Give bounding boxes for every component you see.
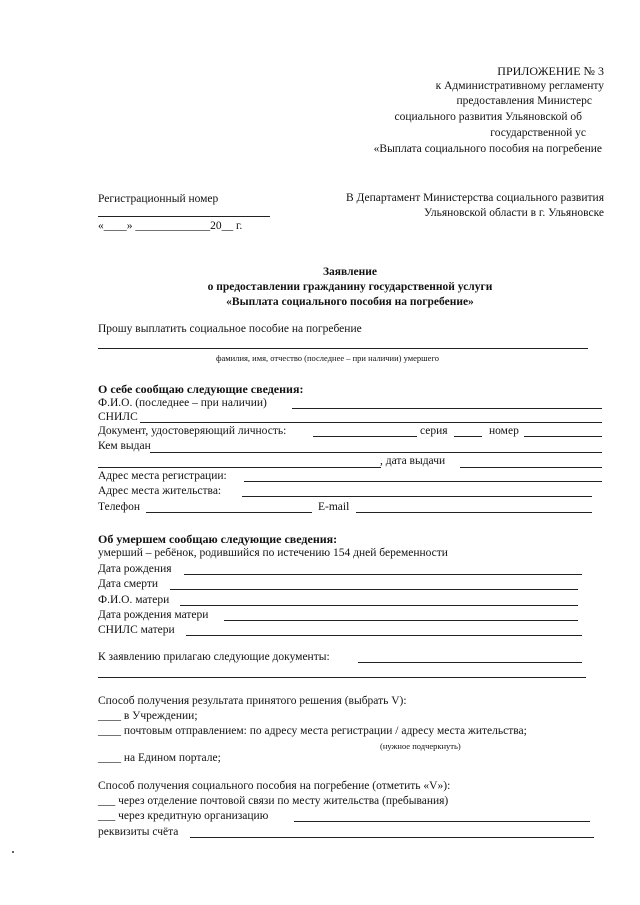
- appendix-line-3: социального развития Ульяновской об: [394, 111, 582, 123]
- addressee-line-2: Ульяновской области в г. Ульяновске: [424, 207, 604, 219]
- number-field[interactable]: [524, 436, 602, 437]
- attachments-field[interactable]: [358, 662, 582, 663]
- mother-snils-label: СНИЛС матери: [98, 624, 175, 636]
- attachments-field-2[interactable]: [98, 677, 586, 678]
- appendix-line-5: «Выплата социального пособия на погребение: [373, 143, 602, 155]
- scan-dot: [12, 851, 14, 853]
- series-label: серия: [420, 425, 448, 437]
- addressee-line-1: В Департамент Министерства социального развития: [345, 192, 604, 204]
- mother-snils-field[interactable]: [186, 635, 582, 636]
- result-method-title: Способ получения результата принятого решения (выбрать V):: [98, 695, 407, 707]
- mother-birth-field[interactable]: [224, 620, 578, 621]
- form-subtitle-1: о предоставлении гражданину государственной услуги: [207, 281, 493, 293]
- requisites-label: реквизиты счёта: [98, 826, 179, 838]
- birth-date-field[interactable]: [184, 574, 582, 575]
- appendix-line-2: предоставления Министерс: [456, 95, 592, 107]
- deceased-name-caption: фамилия, имя, отчество (последнее – при наличии) умершего: [216, 353, 439, 363]
- reg-address-field[interactable]: [244, 481, 602, 482]
- live-address-field[interactable]: [242, 496, 592, 497]
- deceased-note: умерший – ребёнок, родившийся по истечению 154 дней беременности: [98, 547, 448, 559]
- result-option-hint: (нужное подчеркнуть): [380, 741, 461, 751]
- issued-by-field[interactable]: [150, 452, 602, 453]
- birth-date-label: Дата рождения: [98, 563, 172, 575]
- form-subtitle-2: «Выплата социального пособия на погребение»: [226, 296, 474, 308]
- mother-birth-label: Дата рождения матери: [98, 609, 209, 621]
- issued-by-field-2[interactable]: [98, 467, 381, 468]
- appendix-line-4: государственной ус: [490, 127, 586, 139]
- issue-date-field[interactable]: [460, 467, 602, 468]
- snils-field[interactable]: [140, 422, 602, 423]
- payment-method-title: Способ получения социального пособия на погребение (отметить «V»):: [98, 780, 451, 792]
- death-date-field[interactable]: [170, 589, 578, 590]
- snils-label: СНИЛС: [98, 411, 138, 423]
- requisites-field[interactable]: [190, 837, 594, 838]
- attachments-label: К заявлению прилагаю следующие документы:: [98, 651, 330, 663]
- email-field[interactable]: [356, 512, 592, 513]
- result-option-mail[interactable]: ____ почтовым отправлением: по адресу места регистрации / адресу места жительства;: [98, 725, 527, 737]
- payment-option-post[interactable]: ___ через отделение почтовой связи по месту жительства (пребывания): [98, 795, 449, 807]
- payment-option-bank[interactable]: ___ через кредитную организацию: [98, 810, 269, 822]
- phone-label: Телефон: [98, 501, 141, 513]
- result-option-portal[interactable]: ____ на Едином портале;: [98, 752, 221, 764]
- document-label: Документ, удостоверяющий личность:: [98, 425, 287, 437]
- fio-field[interactable]: [292, 408, 602, 409]
- result-option-office[interactable]: ____ в Учреждении;: [98, 710, 198, 722]
- deceased-name-field[interactable]: [98, 348, 588, 349]
- registration-label: Регистрационный номер: [98, 193, 219, 205]
- request-text: Прошу выплатить социальное пособие на погребение: [98, 323, 362, 335]
- mother-fio-label: Ф.И.О. матери: [98, 594, 170, 606]
- deceased-section-title: Об умершем сообщаю следующие сведения:: [98, 532, 338, 546]
- appendix-title: ПРИЛОЖЕНИЕ № 3: [497, 64, 604, 78]
- registration-number-field[interactable]: [98, 216, 270, 217]
- self-section-title: О себе сообщаю следующие сведения:: [98, 382, 304, 396]
- fio-label: Ф.И.О. (последнее – при наличии): [98, 397, 267, 409]
- reg-address-label: Адрес места регистрации:: [98, 470, 227, 482]
- issued-by-label: Кем выдан: [98, 440, 151, 452]
- mother-fio-field[interactable]: [180, 605, 578, 606]
- document-type-field[interactable]: [313, 436, 417, 437]
- registration-date[interactable]: «____» _____________20__ г.: [98, 220, 243, 232]
- number-label: номер: [489, 425, 519, 437]
- email-label: E-mail: [318, 501, 350, 513]
- series-field[interactable]: [454, 436, 482, 437]
- live-address-label: Адрес места жительства:: [98, 485, 222, 497]
- phone-field[interactable]: [146, 512, 312, 513]
- death-date-label: Дата смерти: [98, 578, 159, 590]
- appendix-line-1: к Административному регламенту: [435, 80, 604, 92]
- form-title: Заявление: [322, 266, 377, 278]
- bank-name-field[interactable]: [294, 821, 590, 822]
- issue-date-label: , дата выдачи: [380, 455, 446, 467]
